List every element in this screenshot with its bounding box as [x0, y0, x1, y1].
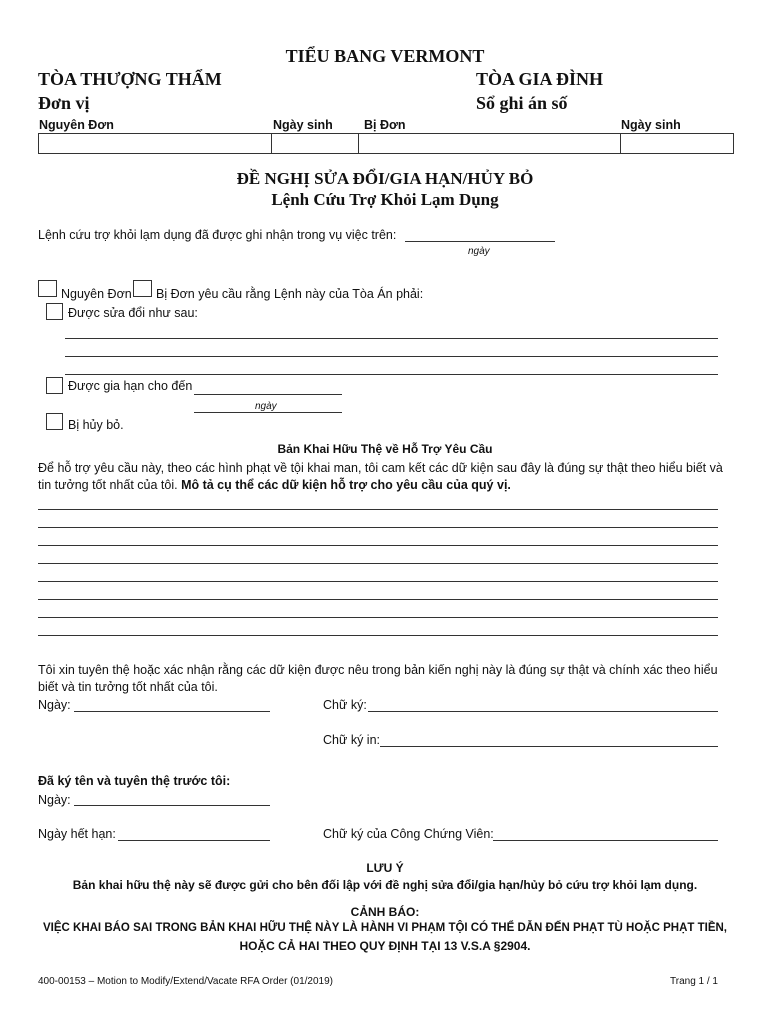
defendant-checkbox[interactable] [133, 280, 152, 297]
modify-option-label: Được sửa đổi như sau: [68, 306, 198, 320]
defendant-label: Bị Đơn [364, 118, 406, 132]
expiration-field[interactable] [118, 840, 270, 841]
signature-label: Chữ ký: [323, 698, 367, 712]
oath-text: Tôi xin tuyên thệ hoặc xác nhận rằng các dữ kiện được nêu trong bản kiến nghị này là đúng sự thật và chính xác theo hiểu biết và tin tưởng tốt nhất của tôi. [38, 663, 718, 694]
state-title: TIỂU BANG VERMONT [285, 46, 485, 66]
plaintiff-checkbox[interactable] [38, 280, 57, 297]
facts-line-1[interactable] [38, 509, 718, 510]
oath-date-label: Ngày: [38, 698, 71, 712]
unit-label: Đơn vị [38, 93, 90, 113]
affidavit-heading: Bản Khai Hữu Thệ về Hỗ Trợ Yêu Cầu [277, 442, 493, 456]
docket-label: Sổ ghi án số [476, 93, 568, 113]
notary-date-label: Ngày: [38, 793, 71, 807]
extend-date-line[interactable] [194, 412, 342, 413]
plaintiff-dob-label: Ngày sinh [273, 118, 333, 132]
defendant-dob-label: Ngày sinh [621, 118, 681, 132]
notice-text: Bản khai hữu thệ này sẽ được gửi cho bên đối lập với đề nghị sửa đổi/gia hạn/hủy bỏ cứu trợ khỏi lạm dụng. [72, 878, 698, 892]
signature-field[interactable] [368, 711, 718, 712]
facts-line-2[interactable] [38, 527, 718, 528]
affidavit-body: Để hỗ trợ yêu cầu này, theo các hình phạt về tội khai man, tôi cam kết các dữ kiện sau đây là đúng sự thật theo hiểu biết và tin tưởng tốt nhất của tôi. [38, 461, 723, 492]
affidavit-text [38, 460, 738, 494]
defendant-name-field[interactable] [358, 133, 622, 154]
plaintiff-option-label: Nguyên Đơn [61, 287, 132, 301]
facts-line-7[interactable] [38, 617, 718, 618]
extend-date-field[interactable] [194, 394, 342, 395]
extend-checkbox[interactable] [46, 377, 63, 394]
court-left-title: TÒA THƯỢNG THẨM [38, 69, 222, 89]
facts-line-4[interactable] [38, 563, 718, 564]
modify-line-3[interactable] [65, 374, 718, 375]
printed-name-field[interactable] [380, 746, 718, 747]
vacate-option-label: Bị hủy bỏ. [68, 418, 124, 432]
warning-heading: CẢNH BÁO: [350, 905, 420, 919]
order-date-field[interactable] [405, 241, 555, 242]
order-recorded-text: Lệnh cứu trợ khỏi lạm dụng đã được ghi nhận trong vụ việc trên: [38, 228, 397, 242]
plaintiff-label: Nguyên Đơn [39, 118, 114, 132]
facts-line-6[interactable] [38, 599, 718, 600]
facts-line-8[interactable] [38, 635, 718, 636]
notice-heading: LƯU Ý [366, 861, 404, 875]
warning-line-1: VIỆC KHAI BÁO SAI TRONG BẢN KHAI HỮU THỆ NÀY LÀ HÀNH VI PHẠM TỘI CÓ THỂ DẪN ĐẾN PHẠT TÙ HOẶC PHẠT TIỀN, [42, 922, 727, 934]
notary-signature-label: Chữ ký của Công Chứng Viên: [323, 827, 494, 841]
notary-date-field[interactable] [74, 805, 270, 806]
modify-line-1[interactable] [65, 338, 718, 339]
form-subtitle: Lệnh Cứu Trợ Khỏi Lạm Dụng [271, 190, 499, 209]
form-title: ĐỀ NGHỊ SỬA ĐỔI/GIA HẠN/HỦY BỎ [236, 169, 534, 188]
defendant-option-label: Bị Đơn yêu cầu rằng Lệnh này của Tòa Án phải: [156, 287, 424, 301]
plaintiff-name-field[interactable] [38, 133, 273, 154]
notary-signature-field[interactable] [493, 840, 718, 841]
printed-name-label: Chữ ký in: [323, 733, 380, 747]
oath-date-field[interactable] [74, 711, 270, 712]
expiration-label: Ngày hết hạn: [38, 827, 116, 841]
extend-option-label: Được gia hạn cho đến [68, 379, 193, 393]
facts-line-3[interactable] [38, 545, 718, 546]
affidavit-instruction: Mô tả cụ thể các dữ kiện hỗ trợ cho yêu cầu của quý vị. [181, 478, 511, 492]
extend-date-caption: ngày [255, 401, 277, 412]
plaintiff-dob-field[interactable] [271, 133, 360, 154]
sworn-before-label: Đã ký tên và tuyên thệ trước tôi: [38, 774, 231, 788]
defendant-dob-field[interactable] [620, 133, 734, 154]
modify-line-2[interactable] [65, 356, 718, 357]
court-right-title: TÒA GIA ĐÌNH [476, 69, 604, 89]
facts-line-5[interactable] [38, 581, 718, 582]
page-number: Trang 1 / 1 [670, 976, 718, 987]
warning-line-2: HOẶC CẢ HAI THEO QUY ĐỊNH TẠI 13 V.S.A §2904. [239, 939, 531, 953]
vacate-checkbox[interactable] [46, 413, 63, 430]
order-date-caption: ngày [468, 246, 490, 257]
form-id: 400-00153 – Motion to Modify/Extend/Vacate RFA Order (01/2019) [38, 976, 333, 987]
modify-checkbox[interactable] [46, 303, 63, 320]
